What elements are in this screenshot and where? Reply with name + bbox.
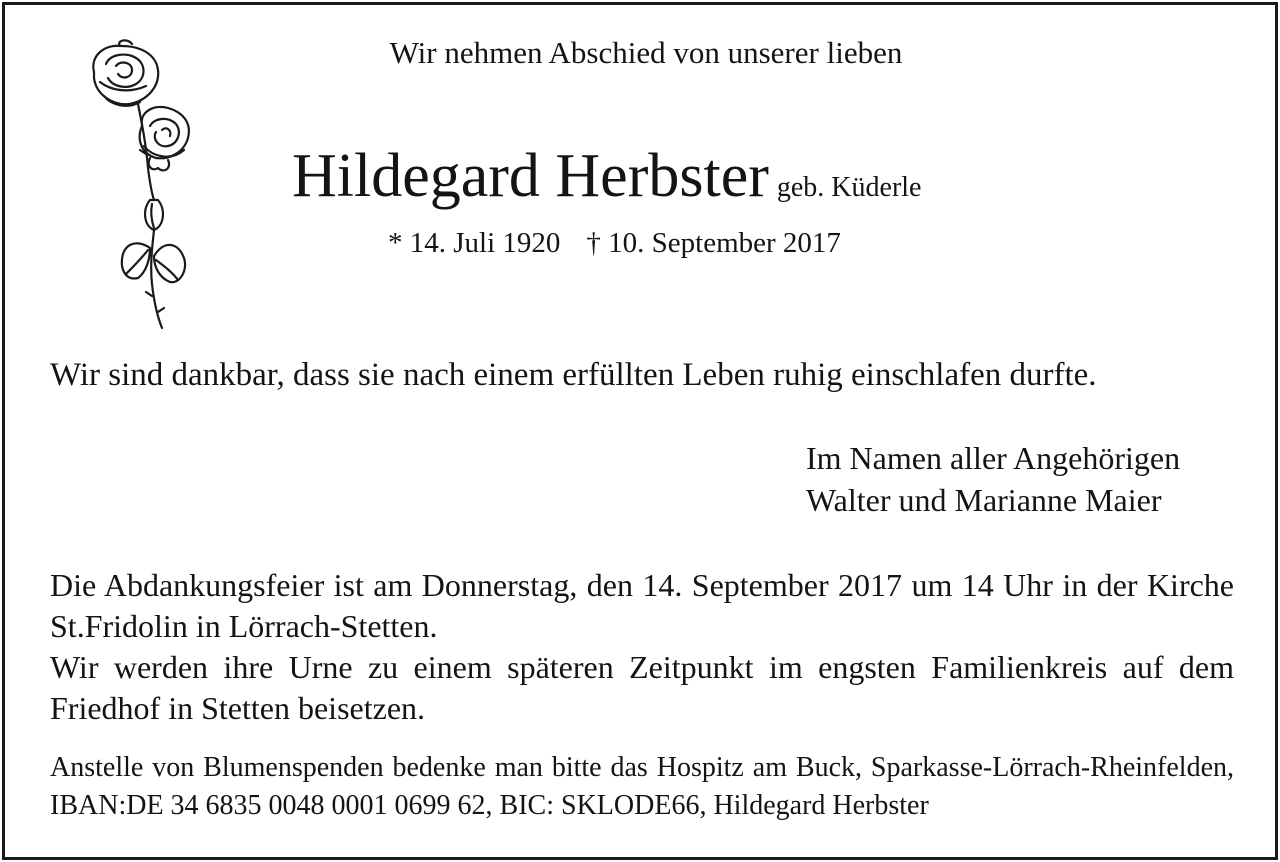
life-dates — [388, 226, 841, 261]
death-date: † 10. September 2017 — [586, 227, 841, 259]
signature-block — [806, 437, 1180, 521]
maiden-name: geb. Küderle — [776, 172, 922, 203]
farewell-intro: Wir nehmen Abschied von unserer lieben — [389, 35, 903, 70]
service-paragraph-1: Die Abdankungsfeier ist am Donnerstag, den 14. September 2017 um 14 Uhr in der Kirche St.Fridolin in Lörrach-Stetten. — [50, 567, 1234, 644]
donation-note: Anstelle von Blumenspenden bedenke man bitte das Hospitz am Buck, Sparkasse-Lörrach-Rheinfelden, IBAN:DE 34 6835 0048 0001 0699 62, BIC: SKLODE66, Hildegard Herbster — [50, 752, 1234, 821]
name-line — [292, 142, 922, 210]
service-info — [50, 565, 1234, 729]
service-paragraph-2: Wir werden ihre Urne zu einem späteren Zeitpunkt im engsten Familienkreis auf dem Friedhof in Stetten beisetzen. — [50, 649, 1234, 726]
rose-icon — [80, 34, 210, 334]
deceased-name: Hildegard Herbster — [292, 142, 769, 210]
thanks-statement: Wir sind dankbar, dass sie nach einem erfüllten Leben ruhig einschlafen durfte. — [50, 357, 1097, 393]
birth-date: * 14. Juli 1920 — [388, 227, 561, 259]
signature-line-2: Walter und Marianne Maier — [806, 482, 1162, 518]
signature-line-1: Im Namen aller Angehörigen — [806, 440, 1181, 476]
